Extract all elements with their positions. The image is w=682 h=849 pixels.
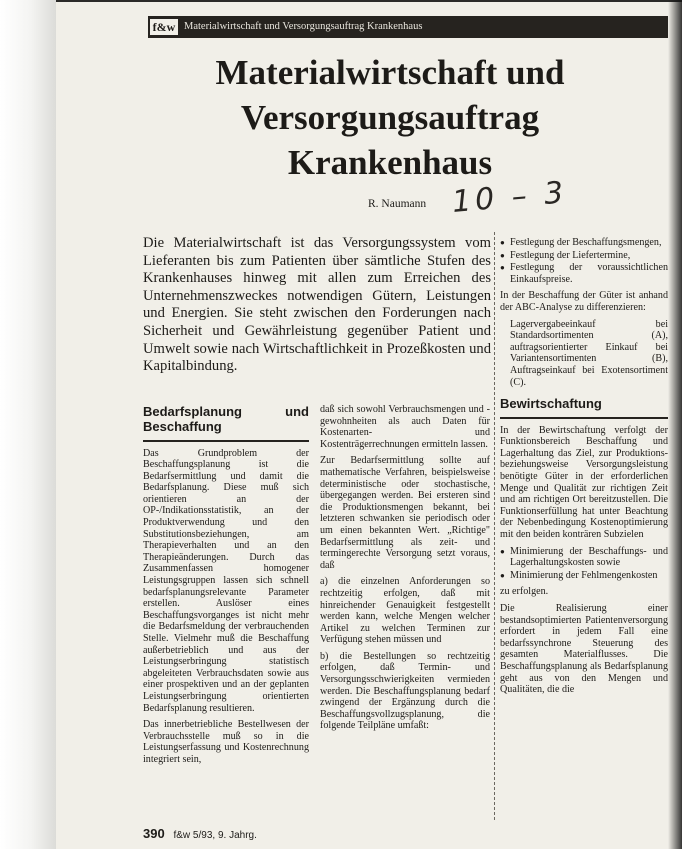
list-item: ● Minimierung der Fehlmengenkosten [500,570,668,582]
page-footer [143,826,257,841]
paragraph: b) die Bestellungen so rechtzeitig erfolgen, daß Termin- und Versorgungsschwierigkeiten vermieden werden. Die Beschaffungsplanung bedarf zwingend der Ergänzung durch die Beschaffungsvollzugsplanung, die folgende Teilpläne umfaßt: [320,650,490,732]
running-title: Materialwirtschaft und Versorgungsauftrag Krankenhaus [184,21,423,32]
journal-citation: f&w 5/93, 9. Jahrg. [173,830,257,841]
heading-rule [143,440,309,442]
column-3 [500,237,668,701]
paragraph: In der Beschaffung der Güter ist anhand der ABC-Analyse zu differenzieren: [500,290,668,313]
paragraph: zu erfolgen. [500,586,549,598]
handwritten-note: 10 – 3 [450,175,569,220]
list-item: ● Festlegung der voraussichtlichen Einkaufspreise. [500,262,668,285]
list-item: ● Festlegung der Liefertermine, [500,250,668,262]
paragraph: a) die einzelnen Anforderungen so rechtzeitig erfolgen, daß mit hinreichender Genauigkeit festgestellt werden kann, welche Mengen welcher Artikel zu welchen Terminen zur Verfügung stehen müssen und [320,576,490,646]
paragraph: Das Grundproblem der Beschaffungsplanung ist die Bedarfsermittlung und damit die Bedarfsplanung. Diese muß sich orientieren an der OP-/Indikationsstatistik, an der Produktverwendung und den Substitutionsbeziehungen, am Therapieverhalten und an den Therapieänderungen. Durch das Zusammenfassen homogener Leistungsgruppen lassen sich schnell bedarfsplanungsrelevante Parameter erstellen. Auslöser eines Beschaffungsvorganges ist nicht mehr die Bedarfsmeldung der verbrauchenden Stelle. Vielmehr muß die Beschaffung außerbetrieblich und aus der Leistungserbringung statistisch abgeleiteten Verbrauchsdaten sowie aus einer prospektiven und an der geplanten Leistungserbringung orientierten Bedarfsplanung resultieren. [143,447,309,714]
section-heading-bewirtschaftung: Bewirtschaftung [500,396,602,412]
lead-paragraph: Die Materialwirtschaft ist das Versorgungssystem vom Lieferanten bis zum Patienten über sämtliche Stufen des Krankenhauses hinweg mit allen zum Erreichen des Unternehmenszweckes notwendigen Gütern, Leistungen und Energien. Sie steht zwischen den Forderungen nach Sicherheit und Gewährleistung gegenüber Patient und Umwelt sowie nach Wirtschaftlichkeit in Prozeßkosten und Kapitalbindung. [143,235,491,375]
column-1 [143,404,309,771]
section-heading-bedarfsplanung: Bedarfsplanung und Beschaffung [143,404,309,434]
column-divider [494,232,496,820]
scan-margin-left [0,0,56,849]
paragraph: Das innerbetriebliche Bestellwesen der Verbrauchsstelle muß so in die Leistungserfassung und Kostenrechnung integriert sein, [143,719,309,765]
scan-edge-right [668,0,682,849]
paragraph: daß sich sowohl Verbrauchsmengen und -gewohnheiten als auch Daten für Kostenarten- und Kostenträgerrechnungen ermitteln lassen. [320,404,490,450]
paragraph: Die Realisierung einer bestandsoptimierten Patientenversorgung erfordert in jedem Fall eine bedarfssynchrone Steuerung des gesamten Materialflusses. Die Beschaffungsplanung als Bedarfsplanung geht aus von den Mengen und Qualitäten, die die [500,602,668,696]
list-item: ● Minimierung der Beschaffungs- und Lagerhaltungskosten sowie [500,546,668,569]
list-item: ● Festlegung der Beschaffungsmengen, [500,237,668,249]
heading-rule [500,417,668,419]
paragraph: Zur Bedarfsermittlung sollte auf mathematische Verfahren, beispielsweise deterministische oder stochastische, übergegangen werden. Bei ersteren sind die Produktionsmengen bekannt, bei letzteren schwanken sie periodisch oder um einen bekannten Wert. „Richtige" Bedarfsermittlung als zeit- und termingerechte Versorgung setzt voraus, daß [320,455,490,571]
journal-logo: f&w [150,19,178,35]
column-2 [320,404,490,737]
bullet-list [500,546,668,582]
abc-analysis-block: Lagervergabeeinkauf bei Standardsortimenten (A), auftragsorientierter Einkauf bei Variantensortimenten (B), Auftragseinkauf bei Exotensortiment (C). [510,318,668,388]
bullet-list [500,237,668,285]
author-name: R. Naumann [368,198,427,210]
article-title: Materialwirtschaft und Versorgungsauftrag Krankenhaus [215,53,565,182]
running-header [148,16,668,38]
paragraph: In der Bewirtschaftung verfolgt der Funktionsbereich Beschaffung und Lagerhaltung das Ziel, zur Produktions- beziehungsweise Versorgungsleistung benötigte Güter in der erforderlichen Menge und Qualität zur richtigen Zeit und am richtigen Ort bereitzustellen. Die Funktionserfüllung hat unter Beachtung der Nebenbedingung Kostenoptimierung mit den beiden konträren Subzielen [500,424,668,540]
page-number: 390 [143,826,165,841]
